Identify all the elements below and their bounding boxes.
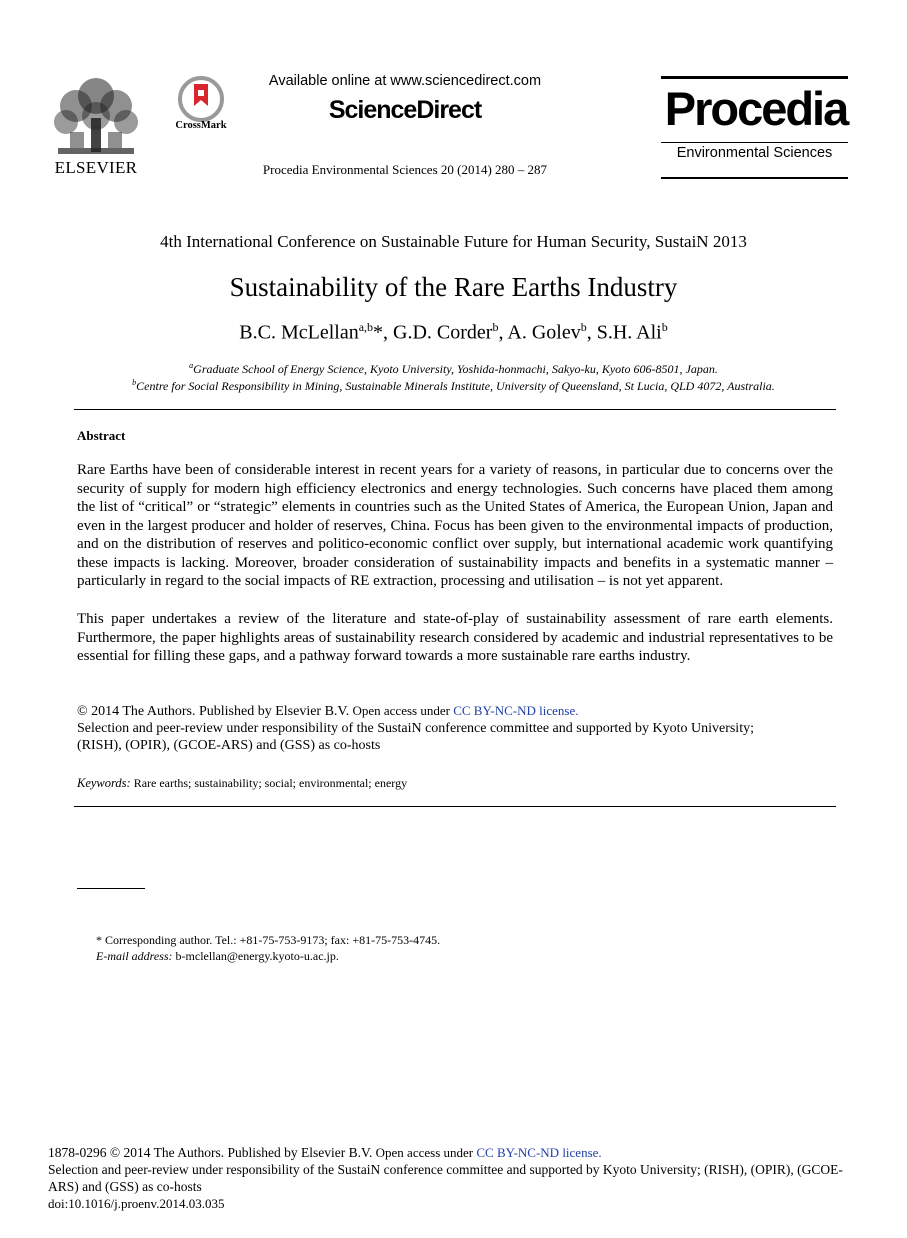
author-affiliation-mark: b — [580, 320, 587, 334]
email-label: E-mail address: — [96, 949, 173, 963]
author-name: S.H. Ali — [596, 321, 662, 344]
keywords — [77, 776, 407, 791]
footer-open-access-text: Open access under — [372, 1145, 477, 1160]
peer-review-text: Selection and peer-review under responsibility of the SustaiN conference committee and supported by Kyoto University; — [77, 721, 754, 736]
footnote-rule — [77, 888, 145, 889]
affiliation-text: Centre for Social Responsibility in Mining, Sustainable Minerals Institute, University of Queensland, St Lucia, QLD 4072, Australia. — [136, 379, 775, 393]
abstract-paragraph: This paper undertakes a review of the literature and state-of-play of sustainability assessment of rare earth elements. Furthermore, the paper highlights areas of sustainability research considered by academic and industrial representatives to be essential for filling these gaps, and a pathway forward towards a more sustainable rare earths industry. — [77, 611, 833, 664]
affiliation-text: Graduate School of Energy Science, Kyoto University, Yoshida-honmachi, Sakyo-ku, Kyoto 606-8501, Japan. — [193, 362, 718, 376]
crossmark-label: CrossMark — [175, 120, 227, 131]
author-name: G.D. Corder — [393, 321, 493, 344]
footer-copyright — [48, 1144, 848, 1161]
journal-reference: Procedia Environmental Sciences 20 (2014) 280 – 287 — [262, 162, 548, 177]
author-name: A. Golev — [507, 321, 581, 344]
conference-name: 4th International Conference on Sustainable Future for Human Security, SustaiN 2013 — [160, 232, 747, 251]
doi-text: doi:10.1016/j.proenv.2014.03.035 — [48, 1196, 225, 1211]
paper-title: Sustainability of the Rare Earths Industry — [229, 272, 678, 302]
affiliation-mark: b — [132, 378, 137, 387]
open-access-text: Open access under — [349, 703, 454, 718]
divider-top — [74, 409, 836, 410]
abstract-heading: Abstract — [77, 428, 126, 443]
procedia-wordmark: Procedia — [664, 82, 848, 135]
keywords-list: Rare earths; sustainability; social; environmental; energy — [130, 776, 408, 790]
author-affiliation-mark: b — [661, 320, 668, 334]
email-note — [96, 949, 339, 964]
available-online-text: Available online at www.sciencedirect.com — [268, 73, 542, 89]
elsevier-tree-logo-icon — [50, 74, 142, 158]
license-link[interactable]: CC BY-NC-ND license. — [453, 703, 579, 718]
footer-license-link[interactable]: CC BY-NC-ND license. — [476, 1145, 602, 1160]
keywords-label: Keywords: — [77, 776, 131, 790]
peer-review-text: (RISH), (OPIR), (GCOE-ARS) and (GSS) as co-hosts — [77, 738, 381, 753]
email-address[interactable]: b-mclellan@energy.kyoto-u.ac.jp. — [172, 949, 339, 963]
footer-peer-review: Selection and peer-review under responsibility of the SustaiN conference committee and supported by Kyoto University; (RISH), (OPIR), (GCOE-ARS) and (GSS) as co-hosts — [48, 1162, 843, 1194]
affiliation — [0, 378, 907, 394]
procedia-divider — [661, 142, 848, 143]
author-affiliation-mark: a,b — [358, 320, 374, 334]
author-name: B.C. McLellan — [239, 321, 359, 344]
issn-copyright-text: 1878-0296 © 2014 The Authors. Published by Elsevier B.V. — [48, 1145, 373, 1160]
procedia-subtitle: Environmental Sciences — [676, 145, 833, 161]
elsevier-wordmark: ELSEVIER — [54, 158, 138, 177]
abstract-paragraph: Rare Earths have been of considerable interest in recent years for a variety of reasons, in particular due to concerns over the security of supply for modern high efficiency electronics and energy technologies. Such concerns have placed them among the list of “critical” or “strategic” elements in countries such as the United States of America, the European Union, Japan and even in the largest producer and holder of reserves, China. Focus has been given to the environmental impacts of production, and on the distribution of reserves and politico-economic conflict over supply, but international academic work quantifying these impacts is lacking. Moreover, broader consideration of sustainability impacts and benefits in a systematic manner – particularly in regard to the social impacts of RE extraction, processing and utilisation – is not yet apparent. — [77, 462, 833, 589]
sciencedirect-wordmark: ScienceDirect — [328, 96, 482, 124]
divider-bottom — [74, 806, 836, 807]
affiliation — [0, 361, 907, 377]
author-list — [0, 320, 907, 345]
author-separator: , — [498, 321, 508, 344]
copyright-block — [77, 702, 833, 754]
author-separator: *, — [373, 321, 394, 344]
copyright-text: © 2014 The Authors. Published by Elsevier B.V. — [77, 704, 350, 719]
author-affiliation-mark: b — [492, 320, 499, 334]
author-separator: , — [586, 321, 597, 344]
affiliation-mark: a — [189, 361, 194, 370]
corresponding-author-note: * Corresponding author. Tel.: +81-75-753-9173; fax: +81-75-753-4745. — [96, 933, 441, 947]
